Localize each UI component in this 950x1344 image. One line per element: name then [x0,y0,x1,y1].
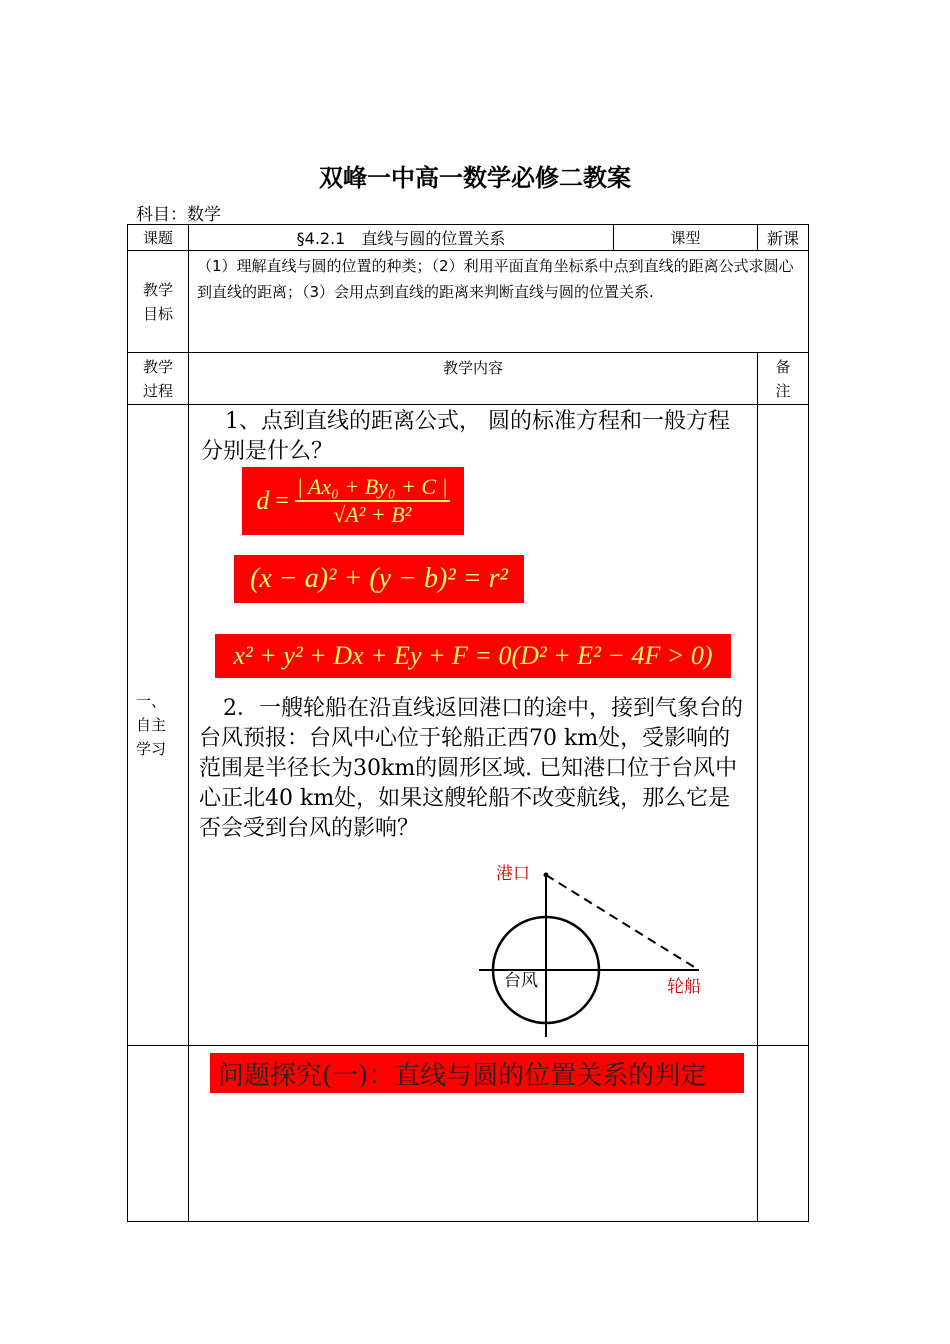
section1-content-cell [189,405,758,1046]
process-label-2: 过程 [142,381,173,400]
port-point [544,873,549,878]
lesson-plan-table [127,224,809,1222]
standard-equation-box: (x − a)² + (y − b)² = r² [234,555,524,603]
question-1: 1、点到直线的距离公式， 圆的标准方程和一般方程分别是什么？ [201,409,730,464]
section1-notes-cell [758,405,809,1046]
section2-notes-cell [758,1046,809,1222]
section1-label-2: 自主 [136,716,167,734]
type-value-cell [758,225,809,251]
notes-label-2: 注 [775,381,791,400]
topic-label-cell [128,225,189,251]
port-label: 港口 [496,864,530,884]
formula-numerator: | Ax₀ + By₀ + C | [295,474,450,502]
general-equation-box: x² + y² + Dx + Ey + F = 0(D² + E² − 4F > 0) [215,634,731,678]
inquiry-banner: 问题探究(一)：直线与圆的位置关系的判定 [210,1053,744,1093]
header-row [128,225,809,251]
objectives-label-1: 教学 [142,280,173,299]
typhoon-diagram [474,855,714,1045]
formula-equals: = [275,487,289,514]
subject-label: 科目：数学 [136,205,221,225]
type-label-cell [614,225,758,251]
ship-label: 轮船 [667,977,701,997]
objectives-row [128,251,809,353]
document-title: 双峰一中高一数学必修二教案 [319,163,631,192]
topic-label: 课题 [142,229,173,247]
process-label-1: 教学 [142,357,173,376]
section1-label-cell [128,405,189,1046]
topic-value-cell [189,225,614,251]
objectives-text: （1）理解直线与圆的位置的种类；（2）利用平面直角坐标系中点到直线的距离公式求圆心到直线的距离；（3）会用点到直线的距离来判断直线与圆的位置关系. [189,251,809,353]
formula-denominator-text: A² + B² [345,502,412,527]
section2-label-cell [128,1046,189,1222]
question-2: 2．一艘轮船在沿直线返回港口的途中，接到气象台的台风预报：台风中心位于轮船正西70 km处，受影响的范围是半径长为30km的圆形区域. 已知港口位于台风中心正北40 km处，如果这艘轮船不改变航线，那么它是否会受到台风的影响？ [199,696,743,841]
topic-value: §4.2.1 直线与圆的位置关系 [296,229,506,248]
process-label-cell [128,353,189,405]
distance-formula-box [242,467,464,535]
notes-label-cell [758,353,809,405]
section1-label-3: 学习 [136,740,167,758]
content-label: 教学内容 [442,359,503,377]
typhoon-label: 台风 [504,971,538,991]
notes-label-1: 备 [775,357,791,376]
section1-label-1: 一、 [136,692,167,710]
type-value: 新课 [766,229,799,248]
objectives-label-2: 目标 [142,304,173,323]
formula-fraction [295,474,450,528]
formula-denominator: √A² + B² [333,502,412,527]
formula-d: d [256,486,270,515]
section2-row [128,1046,809,1222]
content-header-cell [189,353,758,405]
section1-row [128,405,809,1046]
section2-content-cell [189,1046,758,1222]
objectives-label-cell [128,251,189,353]
type-label: 课型 [670,229,701,247]
process-header-row [128,353,809,405]
